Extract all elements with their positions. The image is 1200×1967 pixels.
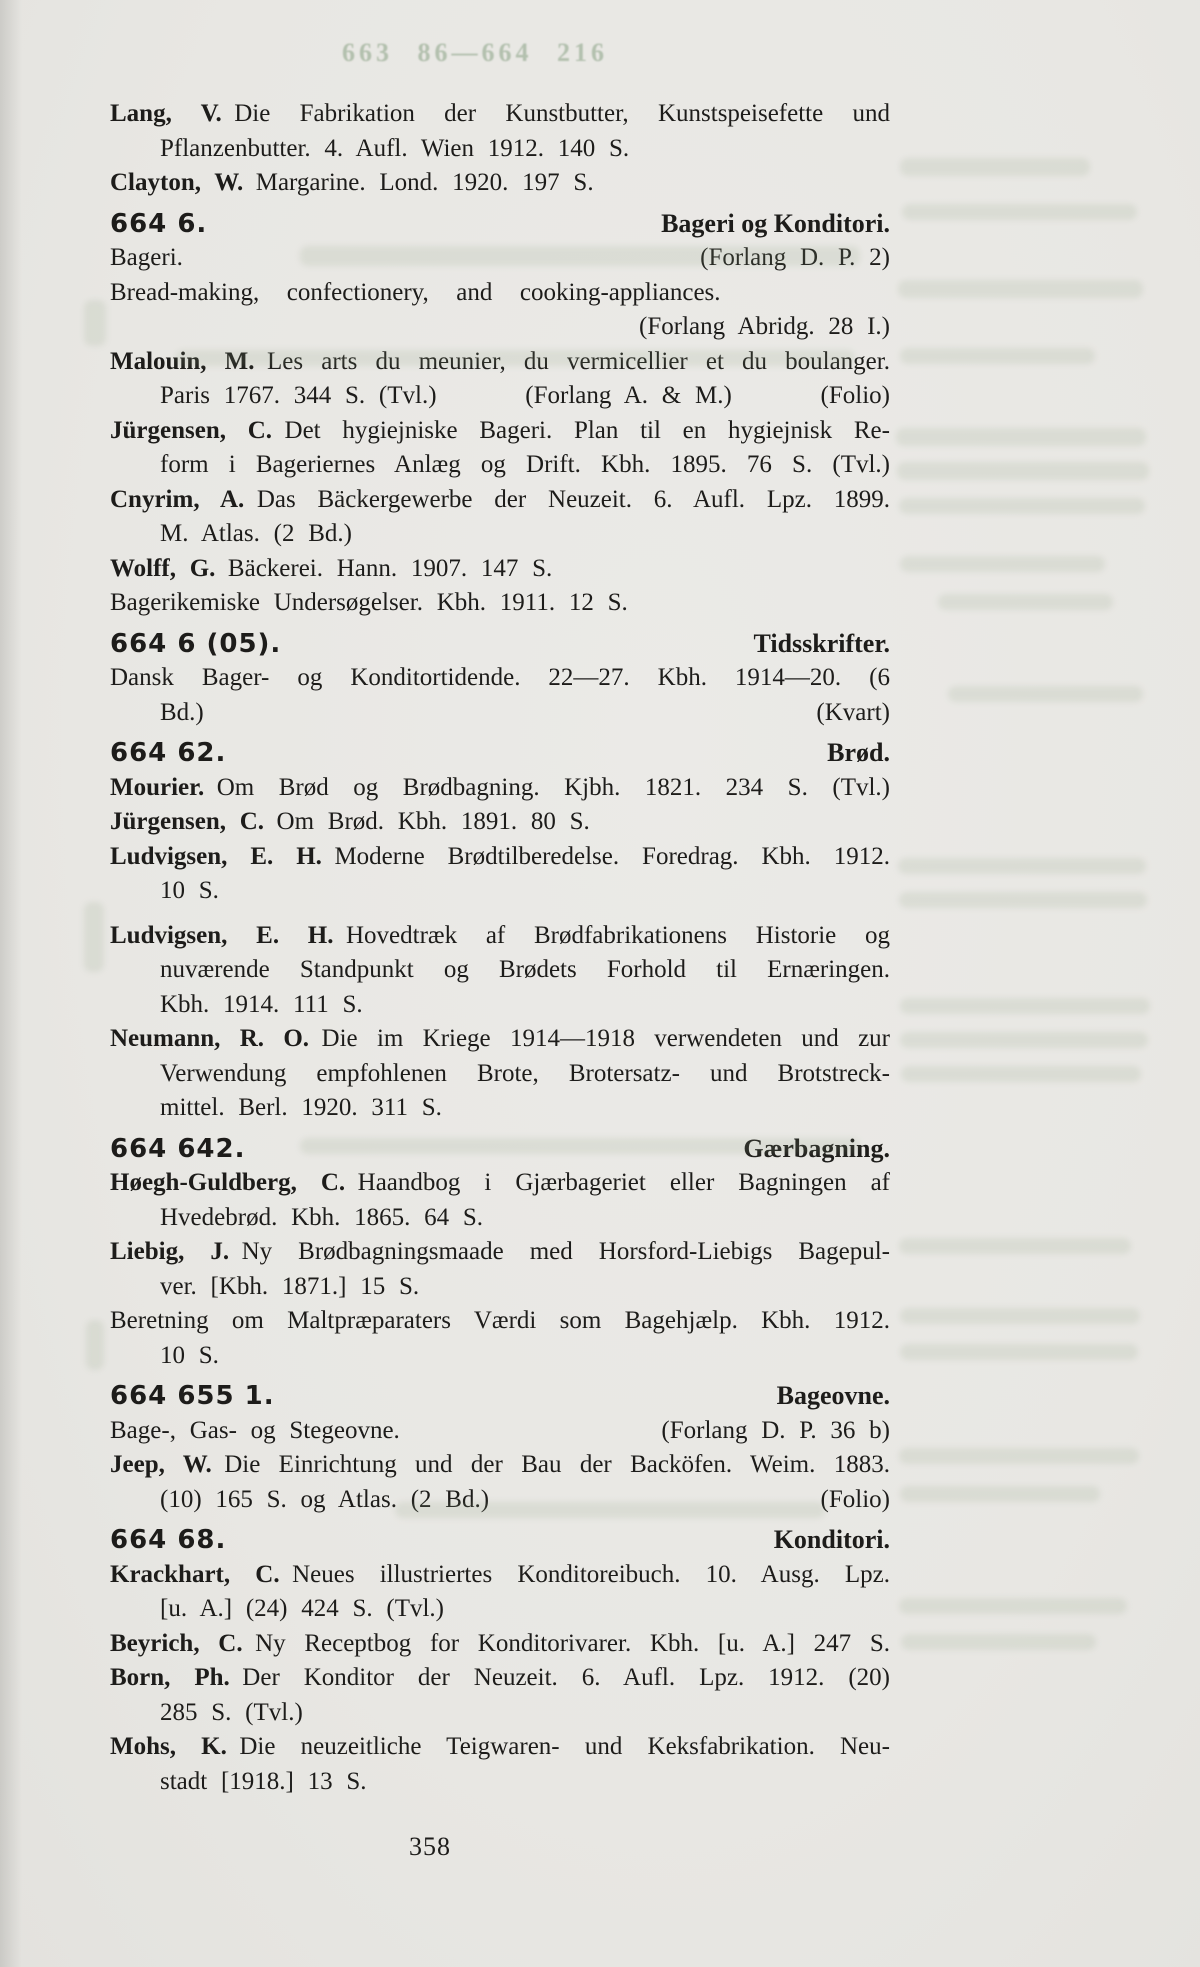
entry-line <box>110 696 890 731</box>
class-number: 664 62. <box>110 738 227 768</box>
entry-text: ver. [Kbh. 1871.] 15 S. <box>160 1272 420 1300</box>
bleed-through-smudge <box>900 998 1150 1014</box>
entry-line <box>110 276 890 311</box>
bleed-through-smudge <box>900 1032 1148 1048</box>
author-name: Wolff, G. <box>110 554 216 582</box>
entry-text: Bd.) <box>160 698 204 726</box>
bleed-through-smudge <box>899 498 1145 514</box>
section-heading: Brød. <box>827 738 890 767</box>
entry-line <box>110 1166 890 1201</box>
entry-text: M. Atlas. (2 Bd.) <box>160 520 352 547</box>
entry-line <box>110 552 890 587</box>
entry-text: Wolff, G. Bäckerei. Hann. 1907. 147 S. <box>110 554 553 582</box>
entry-line <box>110 771 890 806</box>
entry-text: Ludvigsen, E. H. Hovedtræk af Brødfabrikationens Historie og <box>110 921 890 949</box>
entry-text: (10) 165 S. og Atlas. (2 Bd.) <box>160 1485 490 1513</box>
entry-text: form i Bageriernes Anlæg og Drift. Kbh. 1895. 76 S. (Tvl.) <box>160 451 890 478</box>
page-number: 358 <box>409 1832 451 1861</box>
class-number: 664 68. <box>110 1525 227 1555</box>
entry-line <box>110 1304 890 1339</box>
class-number: 664 6. <box>110 208 208 239</box>
entry-text: Jeep, W. Die Einrichtung und der Bau der Backöfen. Weim. 1883. <box>110 1451 890 1478</box>
entry-text: Hvedebrød. Kbh. 1865. 64 S. <box>160 1203 484 1231</box>
section-heading: Gærbagning. <box>743 1133 890 1163</box>
entry-text: Paris 1767. 344 S. (Tvl.) <box>160 382 437 409</box>
entry-line <box>110 1091 890 1126</box>
class-heading-line <box>110 207 890 242</box>
entry-text: Krackhart, C. Neues illustriertes Konditoreibuch. 10. Ausg. Lpz. <box>110 1560 890 1588</box>
bleed-through-smudge <box>899 1598 1127 1614</box>
bleed-through-smudge <box>898 858 1146 874</box>
entry-line <box>110 805 890 840</box>
line-right-text: (Forlang D. P. 36 b) <box>661 1416 890 1444</box>
section-heading: Tidsskrifter. <box>753 628 890 658</box>
forlang-note: (Forlang A. & M.) <box>525 382 732 409</box>
entry-text: Beretning om Maltpræparaters Værdi som Bagehjælp. Kbh. 1912. <box>110 1307 890 1334</box>
bleed-through-smudge <box>898 280 1143 298</box>
author-name: Jeep, W. <box>110 1451 212 1478</box>
entry-line <box>110 1661 890 1696</box>
bleed-through-smudge <box>901 1634 1096 1650</box>
entry-line <box>110 1483 890 1518</box>
entry-text: Liebig, J. Ny Brødbagningsmaade med Horsford-Liebigs Bagepul- <box>110 1238 890 1265</box>
entry-text: Mourier. Om Brød og Brødbagning. Kjbh. 1821. 234 S. (Tvl.) <box>110 773 890 801</box>
entry-line <box>110 1765 890 1800</box>
bleed-through-smudge <box>899 1448 1139 1464</box>
entry-line <box>110 517 890 552</box>
bleed-through-smudge <box>84 902 104 972</box>
bleed-through-smudge <box>902 204 1137 220</box>
author-name: Cnyrim, A. <box>110 485 245 513</box>
entry-text: Kbh. 1914. 111 S. <box>160 990 363 1018</box>
class-number: 664 6 (05). <box>110 628 282 659</box>
entry-text: Bageri. <box>110 244 183 271</box>
entry-text: nuværende Standpunkt og Brødets Forhold til Ernæringen. <box>160 956 890 983</box>
entry-text: Beyrich, C. Ny Receptbog for Konditorivarer. Kbh. [u. A.] 247 S. <box>110 1629 891 1657</box>
entry-line <box>110 840 890 875</box>
author-name: Ludvigsen, E. H. <box>110 921 334 949</box>
entry-text: Bage-, Gas- og Stegeovne. <box>110 1416 400 1444</box>
entry-line <box>110 448 890 483</box>
bleed-through-smudge <box>900 1344 1138 1360</box>
entry-line <box>110 586 890 621</box>
entry-line <box>110 988 890 1023</box>
entry-line <box>110 97 890 132</box>
entry-line <box>110 1022 890 1057</box>
author-name: Beyrich, C. <box>110 1629 243 1657</box>
entry-line <box>110 661 890 696</box>
entry-text: Neumann, R. O. Die im Kriege 1914—1918 verwendeten und zur <box>110 1025 890 1052</box>
author-name: Jürgensen, C. <box>110 416 273 444</box>
bleed-through-smudge <box>948 686 1143 702</box>
entry-line <box>110 241 890 276</box>
author-name: Born, Ph. <box>110 1664 230 1691</box>
entry-text: mittel. Berl. 1920. 311 S. <box>160 1094 442 1121</box>
author-name: Mohs, K. <box>110 1733 227 1760</box>
entry-text: stadt [1918.] 13 S. <box>160 1767 367 1795</box>
class-heading-line <box>110 1523 890 1558</box>
entry-line <box>110 874 890 909</box>
author-name: Lang, V. <box>110 100 222 127</box>
entry-line <box>110 953 890 988</box>
entry-text: Cnyrim, A. Das Bäckergewerbe der Neuzeit. 6. Aufl. Lpz. 1899. <box>110 485 891 513</box>
entry-line <box>110 1414 890 1449</box>
entry-line <box>110 414 890 449</box>
entry-line <box>110 1558 890 1593</box>
entry-line <box>110 132 890 167</box>
author-name: Liebig, J. <box>110 1238 230 1265</box>
text-column <box>110 97 890 1865</box>
entry-text: Jürgensen, C. Om Brød. Kbh. 1891. 80 S. <box>110 808 590 835</box>
entry-line <box>110 166 890 201</box>
entry-line <box>110 1696 890 1731</box>
entry-text: Høegh-Guldberg, C. Haandbog i Gjærbageriet eller Bagningen af <box>110 1169 891 1196</box>
entry-line <box>110 1057 890 1092</box>
bleed-through-smudge <box>938 594 1113 610</box>
line-right-text: (Forlang D. P. 2) <box>700 244 890 271</box>
class-number: 664 655 1. <box>110 1381 275 1411</box>
bleed-through-smudge <box>900 158 1090 176</box>
entry-text: Jürgensen, C. Det hygiejniske Bageri. Plan til en hygiejnisk Re- <box>110 416 890 444</box>
entry-text: Bagerikemiske Undersøgelser. Kbh. 1911. 12 S. <box>110 589 628 616</box>
author-name: Krackhart, C. <box>110 1560 280 1588</box>
class-heading-line <box>110 736 890 771</box>
entry-line <box>110 1339 890 1374</box>
author-name: Malouin, M. <box>110 347 255 375</box>
bleed-through-smudge <box>896 428 1146 446</box>
bleed-through-smudge <box>899 892 1147 908</box>
entry-line <box>110 483 890 518</box>
entry-line <box>110 1235 890 1270</box>
entry-line <box>110 1592 890 1627</box>
entry-line <box>110 1270 890 1305</box>
bleed-through-smudge <box>86 1320 104 1370</box>
bleed-through-smudge <box>84 300 106 346</box>
entry-line <box>110 310 890 345</box>
entry-text: 285 S. (Tvl.) <box>160 1698 303 1726</box>
line-right-text: (Folio) <box>820 1485 890 1513</box>
entry-text: Pflanzenbutter. 4. Aufl. Wien 1912. 140 S. <box>160 134 630 162</box>
entry-text: Clayton, W. Margarine. Lond. 1920. 197 S. <box>110 169 594 196</box>
entry-line <box>110 1201 890 1236</box>
entry-line <box>110 1730 890 1765</box>
bleed-through-smudge <box>900 348 1095 364</box>
author-name: Mourier. <box>110 773 205 801</box>
section-heading: Bageovne. <box>776 1381 890 1410</box>
bleed-through-smudge <box>901 1066 1141 1082</box>
entry-text: Lang, V. Die Fabrikation der Kunstbutter, Kunstspeisefette und <box>110 100 890 127</box>
entry-line <box>110 1448 890 1483</box>
line-right-text: (Folio) <box>820 382 890 409</box>
author-name: Neumann, R. O. <box>110 1025 310 1052</box>
entry-line <box>110 379 890 414</box>
line-right-text: (Kvart) <box>816 698 890 726</box>
entry-text: Dansk Bager- og Konditortidende. 22—27. Kbh. 1914—20. (6 <box>110 664 890 691</box>
class-heading-line <box>110 627 890 662</box>
bleed-through-smudge <box>900 1486 1100 1502</box>
author-name: Ludvigsen, E. H. <box>110 842 322 870</box>
entry-text: Born, Ph. Der Konditor der Neuzeit. 6. Aufl. Lpz. 1912. (20) <box>110 1664 890 1691</box>
class-number: 664 642. <box>110 1133 246 1164</box>
entry-text: Verwendung empfohlenen Brote, Brotersatz- und Brotstreck- <box>160 1059 890 1087</box>
entry-text: 10 S. <box>160 1341 219 1369</box>
line-right-text: (Forlang Abridg. 28 I.) <box>639 313 890 340</box>
bleed-through-header: 663 86—664 216 <box>342 38 608 67</box>
entry-line <box>110 345 890 380</box>
author-name: Høegh-Guldberg, C. <box>110 1169 346 1196</box>
entry-text: Bread-making, confectionery, and cooking-appliances. <box>110 278 721 306</box>
bleed-through-smudge <box>897 462 1149 480</box>
class-heading-line <box>110 1379 890 1414</box>
class-heading-line <box>110 1132 890 1167</box>
entry-text: Malouin, M. Les arts du meunier, du vermicellier et du boulanger. <box>110 347 890 375</box>
entry-text: 10 S. <box>160 877 219 904</box>
author-name: Clayton, W. <box>110 169 244 196</box>
section-heading: Konditori. <box>773 1525 890 1554</box>
entry-line <box>110 919 890 954</box>
entry-text: Ludvigsen, E. H. Moderne Brødtilberedelse. Foredrag. Kbh. 1912. <box>110 842 890 870</box>
entry-text: [u. A.] (24) 424 S. (Tvl.) <box>160 1595 444 1622</box>
author-name: Jürgensen, C. <box>110 808 265 835</box>
entry-text: Mohs, K. Die neuzeitliche Teigwaren- und Keksfabrikation. Neu- <box>110 1733 890 1760</box>
bleed-through-smudge <box>900 556 1105 572</box>
section-heading: Bageri og Konditori. <box>661 208 890 238</box>
bleed-through-smudge <box>899 1238 1131 1254</box>
bleed-through-smudge <box>900 1308 1140 1324</box>
entry-line <box>110 1627 890 1662</box>
